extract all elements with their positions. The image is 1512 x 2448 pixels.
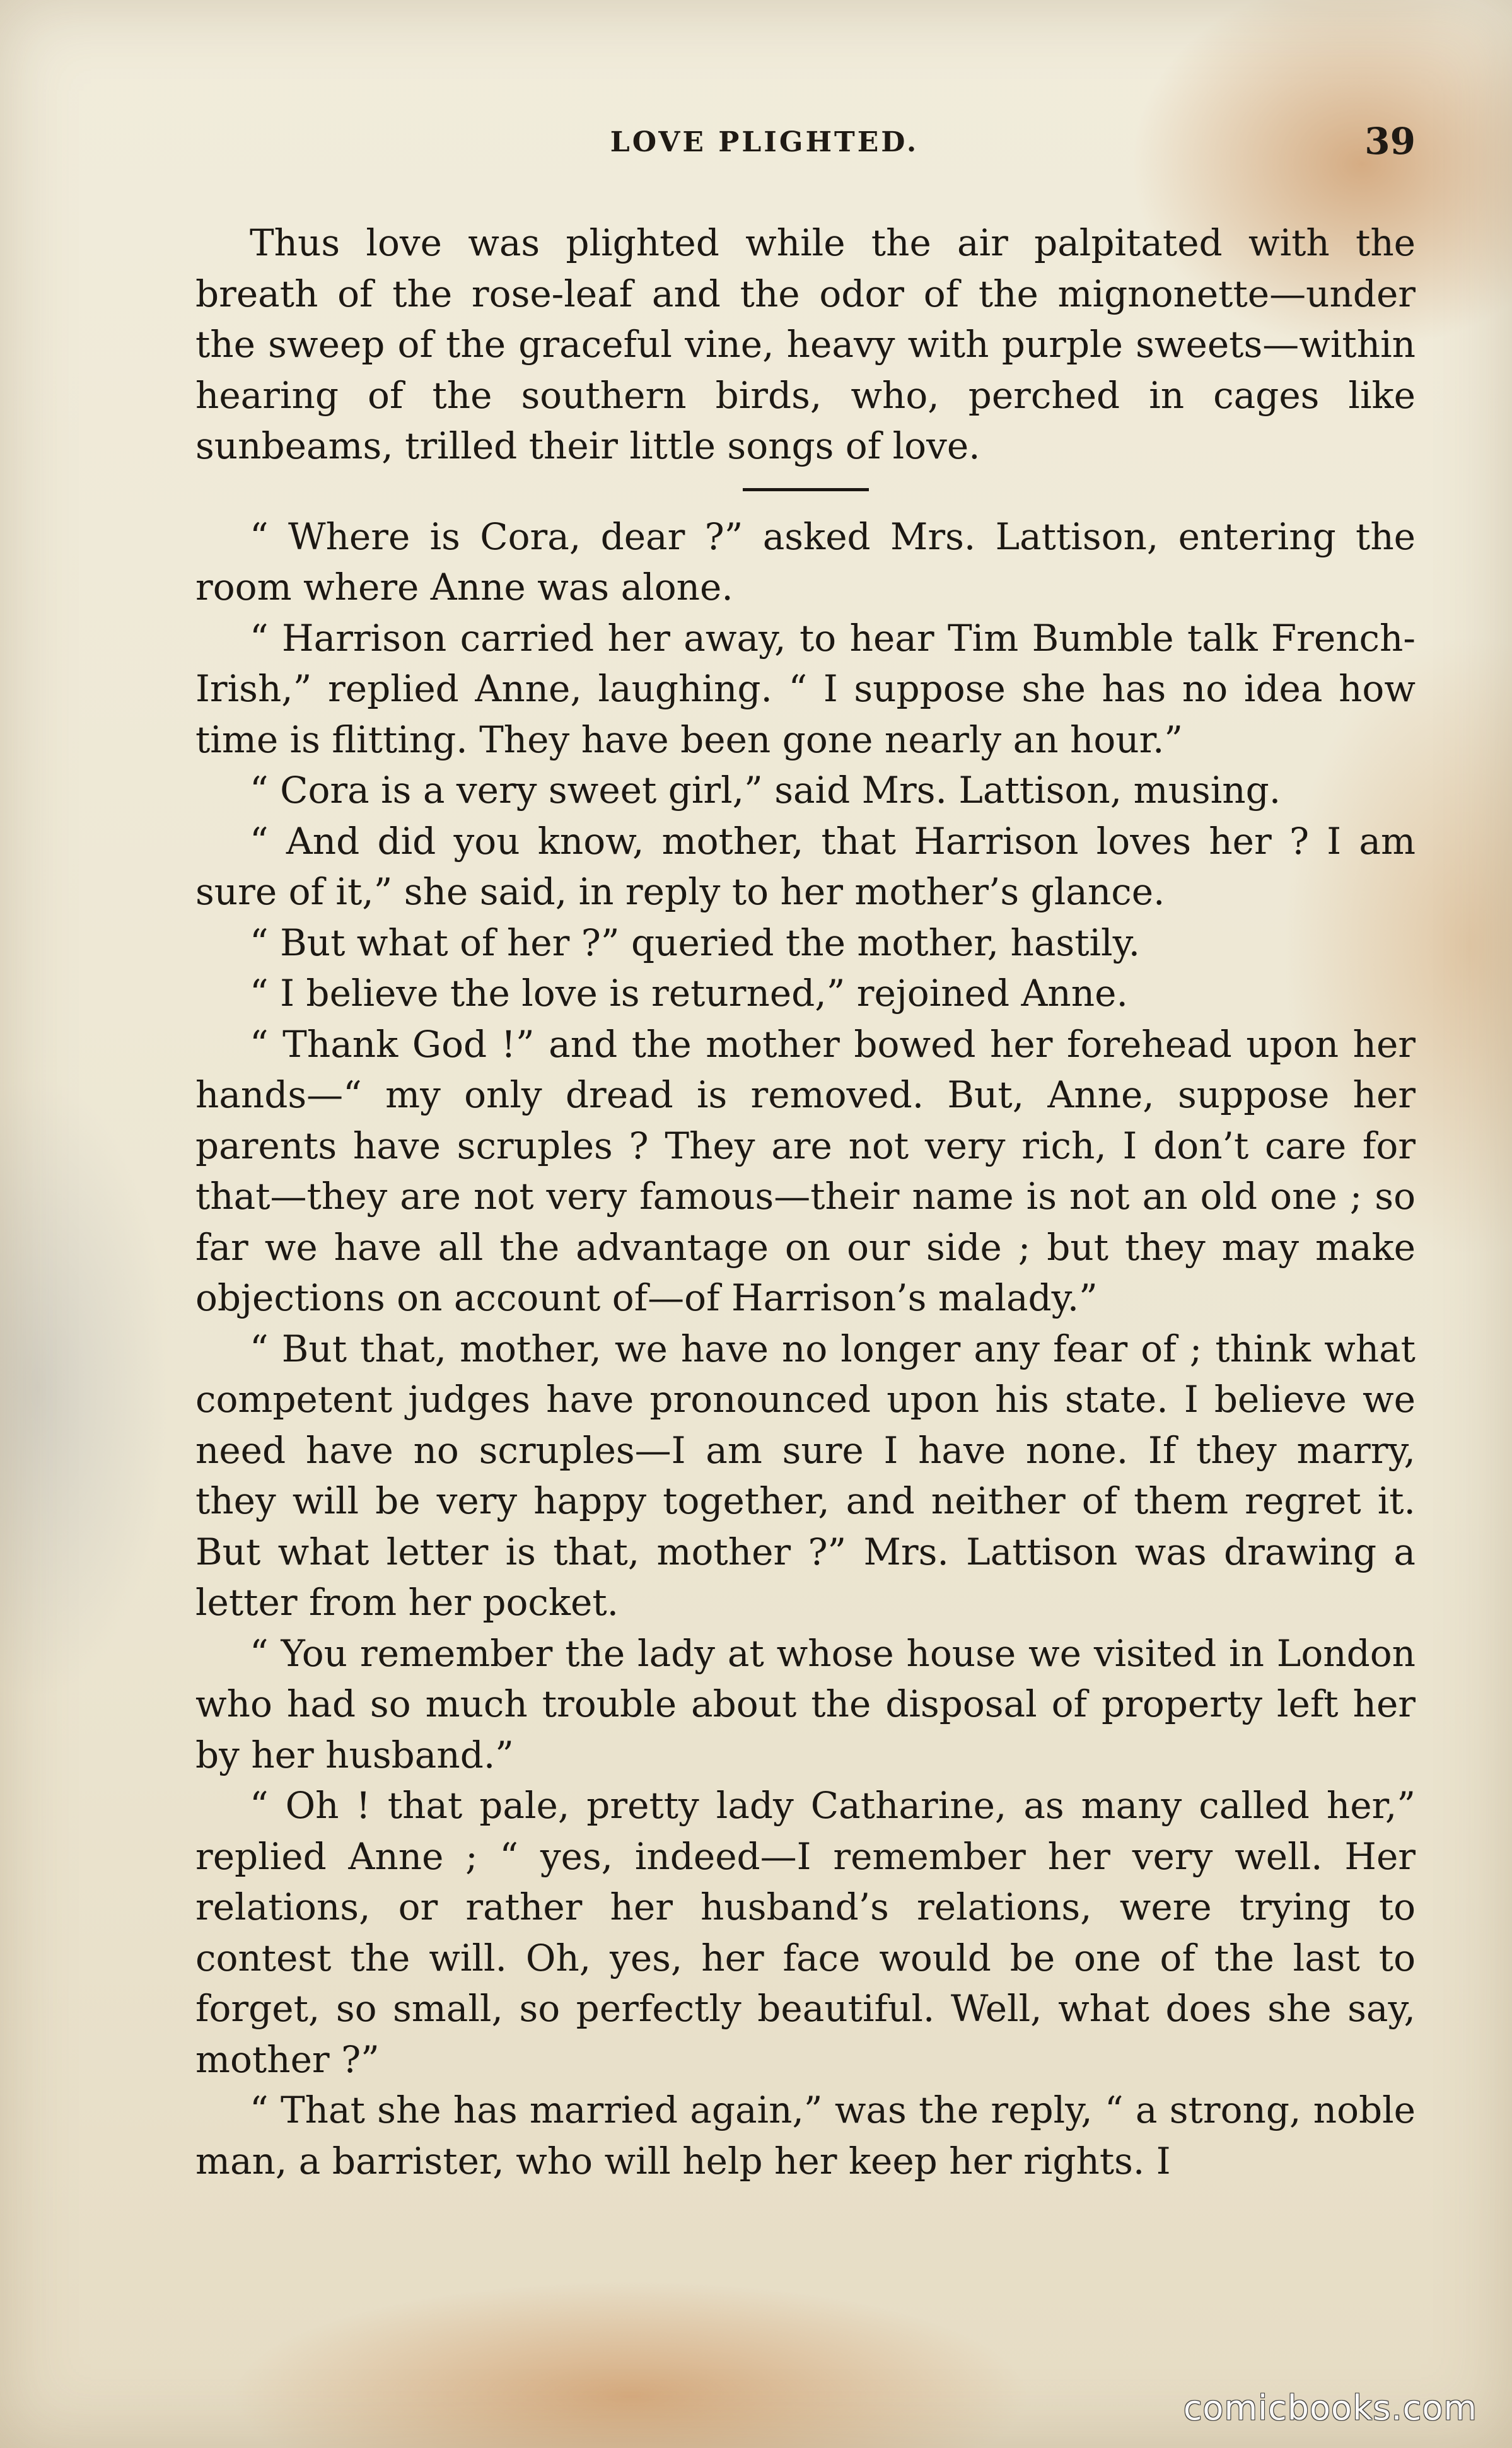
paragraph: “ Thank God !” and the mother bowed her forehead upon her hands—“ my only dread is removed. But, Anne, suppose her parents have scruples ? They are not very rich, I don’t care for that—they are not very famous—their name is not an old one ; so far we have all the advantage on our side ; but they may make objections on account of—of Harrison’s malady.” [195, 1022, 1416, 1319]
paragraph: “ You remember the lady at whose house we visited in London who had so much trouble about the disposal of property left her by her husband.” [195, 1631, 1416, 1776]
paragraph: “ That she has married again,” was the reply, “ a strong, noble man, a barrister, who will help her keep her rights. I [195, 2089, 1416, 2183]
running-head [195, 120, 1416, 170]
paragraph: “ And did you know, mother, that Harrison loves her ? I am sure of it,” she said, in reply to her mother’s glance. [195, 819, 1416, 913]
section-divider [743, 488, 869, 491]
paragraph: “ But what of her ?” queried the mother, hastily. [250, 921, 1141, 964]
paragraph: Thus love was plighted while the air palpitated with the breath of the rose-leaf and the odor of the mignonette—under the sweep of the graceful vine, heavy with purple sweets—within hearing of the southern birds, who, perched in cages like sunbeams, trilled their little songs of love. [195, 221, 1416, 467]
running-title: LOVE PLIGHTED. [610, 126, 919, 158]
page-number: 39 [1364, 120, 1416, 163]
paragraph: “ I believe the love is returned,” rejoined Anne. [250, 972, 1128, 1015]
paragraph: “ Where is Cora, dear ?” asked Mrs. Lattison, entering the room where Anne was alone. [195, 515, 1416, 609]
paragraph: “ But that, mother, we have no longer any fear of ; think what competent judges have pronounced upon his state. I believe we need have no scruples—I am sure I have none. If they marry, they will be very happy together, and neither of them regret it. But what letter is that, mother ?” Mrs. Lattison was drawing a letter from her pocket. [195, 1327, 1416, 1624]
paragraph: “ Oh ! that pale, pretty lady Catharine, as many called her,” replied Anne ; “ yes, indeed—I remember her very well. Her relations, or rather her husband’s relations, were trying to contest the will. Oh, yes, her face would be one of the last to forget, so small, so perfectly beautiful. Well, what does she say, mother ?” [195, 1784, 1416, 2081]
paragraph: “ Harrison carried her away, to hear Tim Bumble talk French-Irish,” replied Anne, laughing. “ I suppose she has no idea how time is flitting. They have been gone nearly an hour.” [195, 616, 1416, 761]
paragraph: “ Cora is a very sweet girl,” said Mrs. Lattison, musing. [250, 769, 1281, 812]
watermark: comicbooks.com [1183, 2388, 1477, 2428]
body-text [195, 218, 1416, 2186]
